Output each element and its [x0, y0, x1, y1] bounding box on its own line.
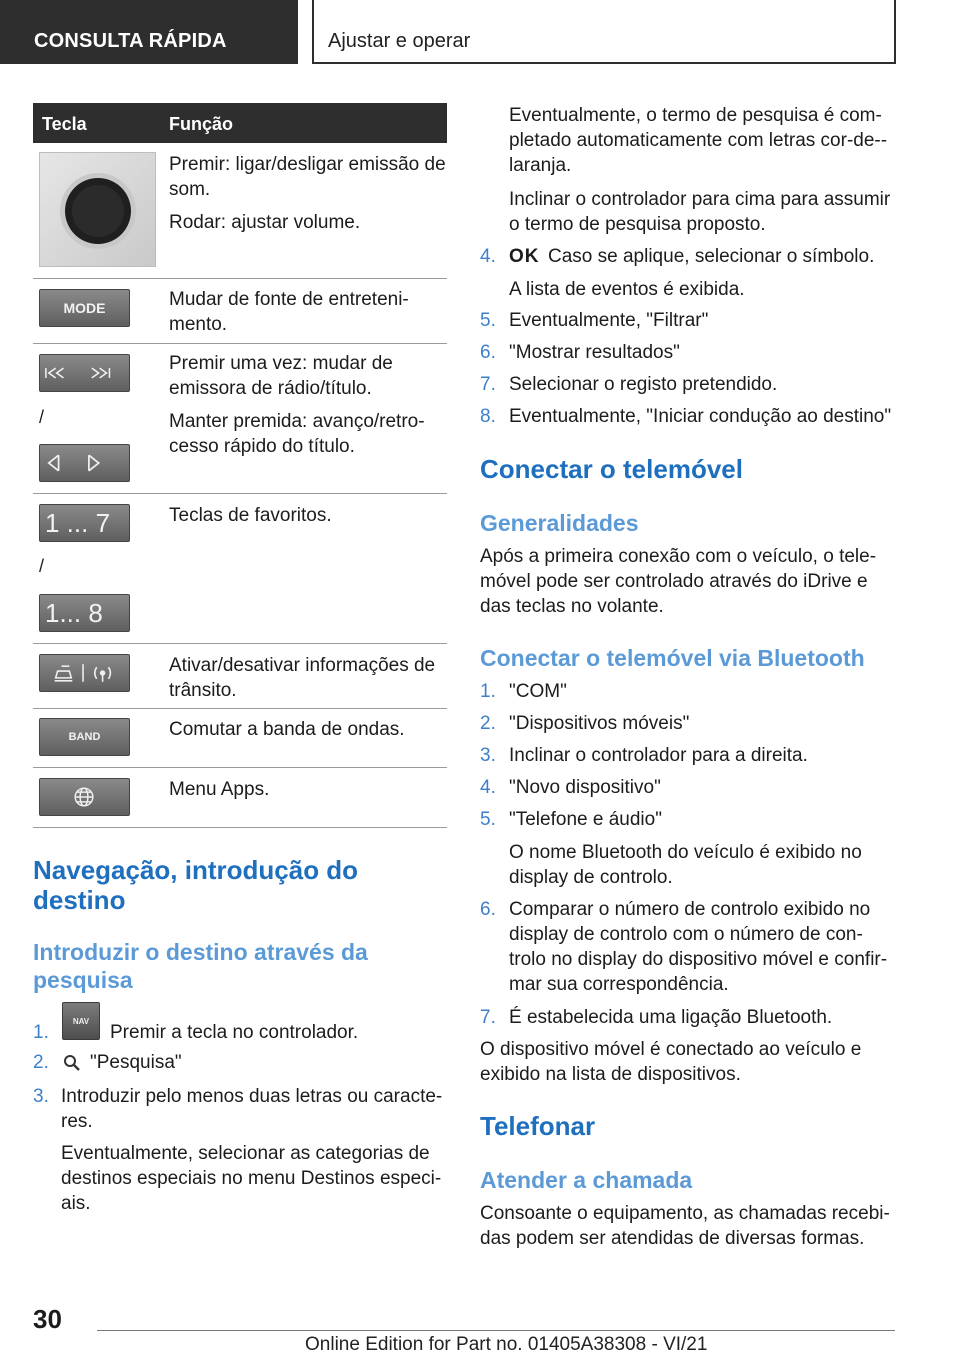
- heading-search-destination: Introduzir o destino através da pesquisa: [33, 939, 368, 993]
- paragraph-general: Após a primeira conexão com o veículo, o tele-móvel pode ser controlado através do iDrive e das teclas no volante.: [480, 546, 877, 617]
- step-number: 1.: [33, 1022, 49, 1043]
- col-key-header: Tecla: [42, 114, 87, 134]
- list-item: [480, 897, 896, 1001]
- list-item: [480, 308, 896, 334]
- favourite-keys-7-image: 1 ... 7: [39, 504, 130, 542]
- traffic-info-key-image: [39, 654, 130, 692]
- row-function-text: Teclas de favoritos.: [169, 505, 332, 526]
- step-text: Caso se aplique, selecionar o símbolo.: [548, 246, 875, 267]
- list-item: [480, 340, 896, 366]
- table-row: [33, 494, 447, 644]
- heading-bluetooth: Conectar o telemóvel via Bluetooth: [480, 645, 865, 671]
- section-title: CONSULTA RÁPIDA: [34, 30, 227, 52]
- step-number: 3.: [480, 745, 496, 766]
- skip-icon: [40, 354, 129, 392]
- heading-answer-call: Atender a chamada: [480, 1167, 693, 1193]
- list-item: [480, 372, 896, 398]
- step-number: 7.: [480, 1007, 496, 1028]
- step-number: 1.: [480, 681, 496, 702]
- step-note: Eventualmente, o termo de pesquisa é com-pletado automaticamente com letras cor-de--laranja.: [509, 105, 888, 176]
- step-note: A lista de eventos é exibida.: [509, 279, 745, 300]
- apps-key-image: [39, 778, 130, 816]
- seek-icon: [40, 444, 129, 482]
- step-text: Selecionar o registo pretendido.: [509, 374, 778, 395]
- ok-icon: OK: [509, 246, 540, 267]
- step-text: "Mostrar resultados": [509, 342, 680, 363]
- row-function-text: Manter premida: avanço/retro-cesso rápido do título.: [169, 411, 425, 457]
- step-text: Introduzir pelo menos duas letras ou caracte-res.: [61, 1086, 443, 1132]
- key-function-table: [33, 103, 447, 828]
- step-note: Inclinar o controlador para cima para assumir o termo de pesquisa proposto.: [509, 189, 891, 235]
- nav-key-image: NAV: [62, 1002, 100, 1040]
- section-tab: [0, 0, 298, 64]
- heading-navigation: Navegação, introdução do destino: [33, 855, 359, 915]
- row-function-text: Menu Apps.: [169, 779, 270, 800]
- volume-knob-image: [39, 152, 156, 267]
- list-item: [480, 1005, 896, 1031]
- list-item: [33, 1002, 447, 1046]
- step-number: 4.: [480, 246, 496, 267]
- paragraph-connected: O dispositivo móvel é conectado ao veículo e exibido na lista de dispositivos.: [480, 1039, 862, 1085]
- step-number: 7.: [480, 374, 496, 395]
- paragraph-answer: Consoante o equipamento, as chamadas recebi-das podem ser atendidas de diversas formas.: [480, 1203, 890, 1249]
- heading-connect-phone: Conectar o telemóvel: [480, 454, 743, 484]
- seek-keys-image: [39, 444, 130, 482]
- row-function-text: Rodar: ajustar volume.: [169, 212, 361, 233]
- step-number: 6.: [480, 342, 496, 363]
- step-number: 2.: [33, 1052, 49, 1073]
- col-function-header: Função: [169, 114, 234, 134]
- row-function-text: Premir uma vez: mudar de emissora de rádio/título.: [169, 353, 393, 399]
- row-function-text: Premir: ligar/desligar emissão de som.: [169, 154, 446, 200]
- step-number: 5.: [480, 809, 496, 830]
- step-text: "Novo dispositivo": [509, 777, 661, 798]
- list-item: [480, 679, 896, 705]
- list-item: [33, 1050, 447, 1076]
- step-text: Inclinar o controlador para a direita.: [509, 745, 808, 766]
- table-row: [33, 644, 447, 709]
- step-number: 5.: [480, 310, 496, 331]
- heading-telephone: Telefonar: [480, 1111, 596, 1141]
- list-item: [480, 775, 896, 801]
- mode-key-image: MODE: [39, 289, 130, 327]
- list-item: [480, 244, 896, 270]
- chapter-tab: [312, 0, 896, 64]
- step-note: O nome Bluetooth do veículo é exibido no display de controlo.: [509, 842, 862, 888]
- list-item: [480, 711, 896, 737]
- table-row: [33, 143, 447, 279]
- traffic-icon: [40, 654, 129, 692]
- step-text: Premir a tecla no controlador.: [110, 1022, 359, 1043]
- table-row: [33, 279, 447, 344]
- row-function-text: Comutar a banda de ondas.: [169, 719, 405, 740]
- search-icon: [63, 1054, 81, 1072]
- step-text: Eventualmente, "Iniciar condução ao destino": [509, 406, 892, 427]
- table-row: [33, 709, 447, 768]
- table-row: [33, 344, 447, 494]
- step-number: 3.: [33, 1086, 49, 1107]
- chapter-title: Ajustar e operar: [328, 30, 471, 52]
- step-number: 2.: [480, 713, 496, 734]
- step-text: "Pesquisa": [90, 1052, 182, 1073]
- step-text: Eventualmente, "Filtrar": [509, 310, 709, 331]
- list-item: [480, 743, 896, 769]
- skip-keys-image: [39, 354, 130, 392]
- key-separator: /: [39, 556, 45, 576]
- table-header: [33, 103, 447, 143]
- heading-general: Generalidades: [480, 510, 639, 536]
- page-number: 30: [33, 1304, 62, 1334]
- step-text: "Dispositivos móveis": [509, 713, 690, 734]
- step-number: 6.: [480, 899, 496, 920]
- step-number: 4.: [480, 777, 496, 798]
- step-text: É estabelecida uma ligação Bluetooth.: [509, 1007, 833, 1028]
- list-item: [33, 1084, 447, 1136]
- list-item: [480, 807, 896, 833]
- footer-divider: [97, 1330, 895, 1331]
- step-text: "COM": [509, 681, 567, 702]
- list-item: [480, 404, 896, 430]
- key-separator: /: [39, 407, 45, 427]
- favourite-keys-8-image: 1... 8: [39, 594, 130, 632]
- row-function-text: Ativar/desativar informações de trânsito.: [169, 655, 436, 701]
- band-key-image: BAND: [39, 718, 130, 756]
- step-text: "Telefone e áudio": [509, 809, 662, 830]
- table-row: [33, 768, 447, 828]
- row-function-text: Mudar de fonte de entreteni-mento.: [169, 289, 409, 335]
- globe-icon: [40, 778, 129, 816]
- step-note: Eventualmente, selecionar as categorias de destinos especiais no menu Destinos especi-ais.: [61, 1143, 442, 1214]
- step-number: 8.: [480, 406, 496, 427]
- footer-edition: Online Edition for Part no. 01405A38308 - VI/21: [305, 1334, 708, 1355]
- step-text: Comparar o número de controlo exibido no display de controlo com o número de con-trolo no display do dispositivo móvel e confir-mar sua correspondência.: [509, 899, 888, 995]
